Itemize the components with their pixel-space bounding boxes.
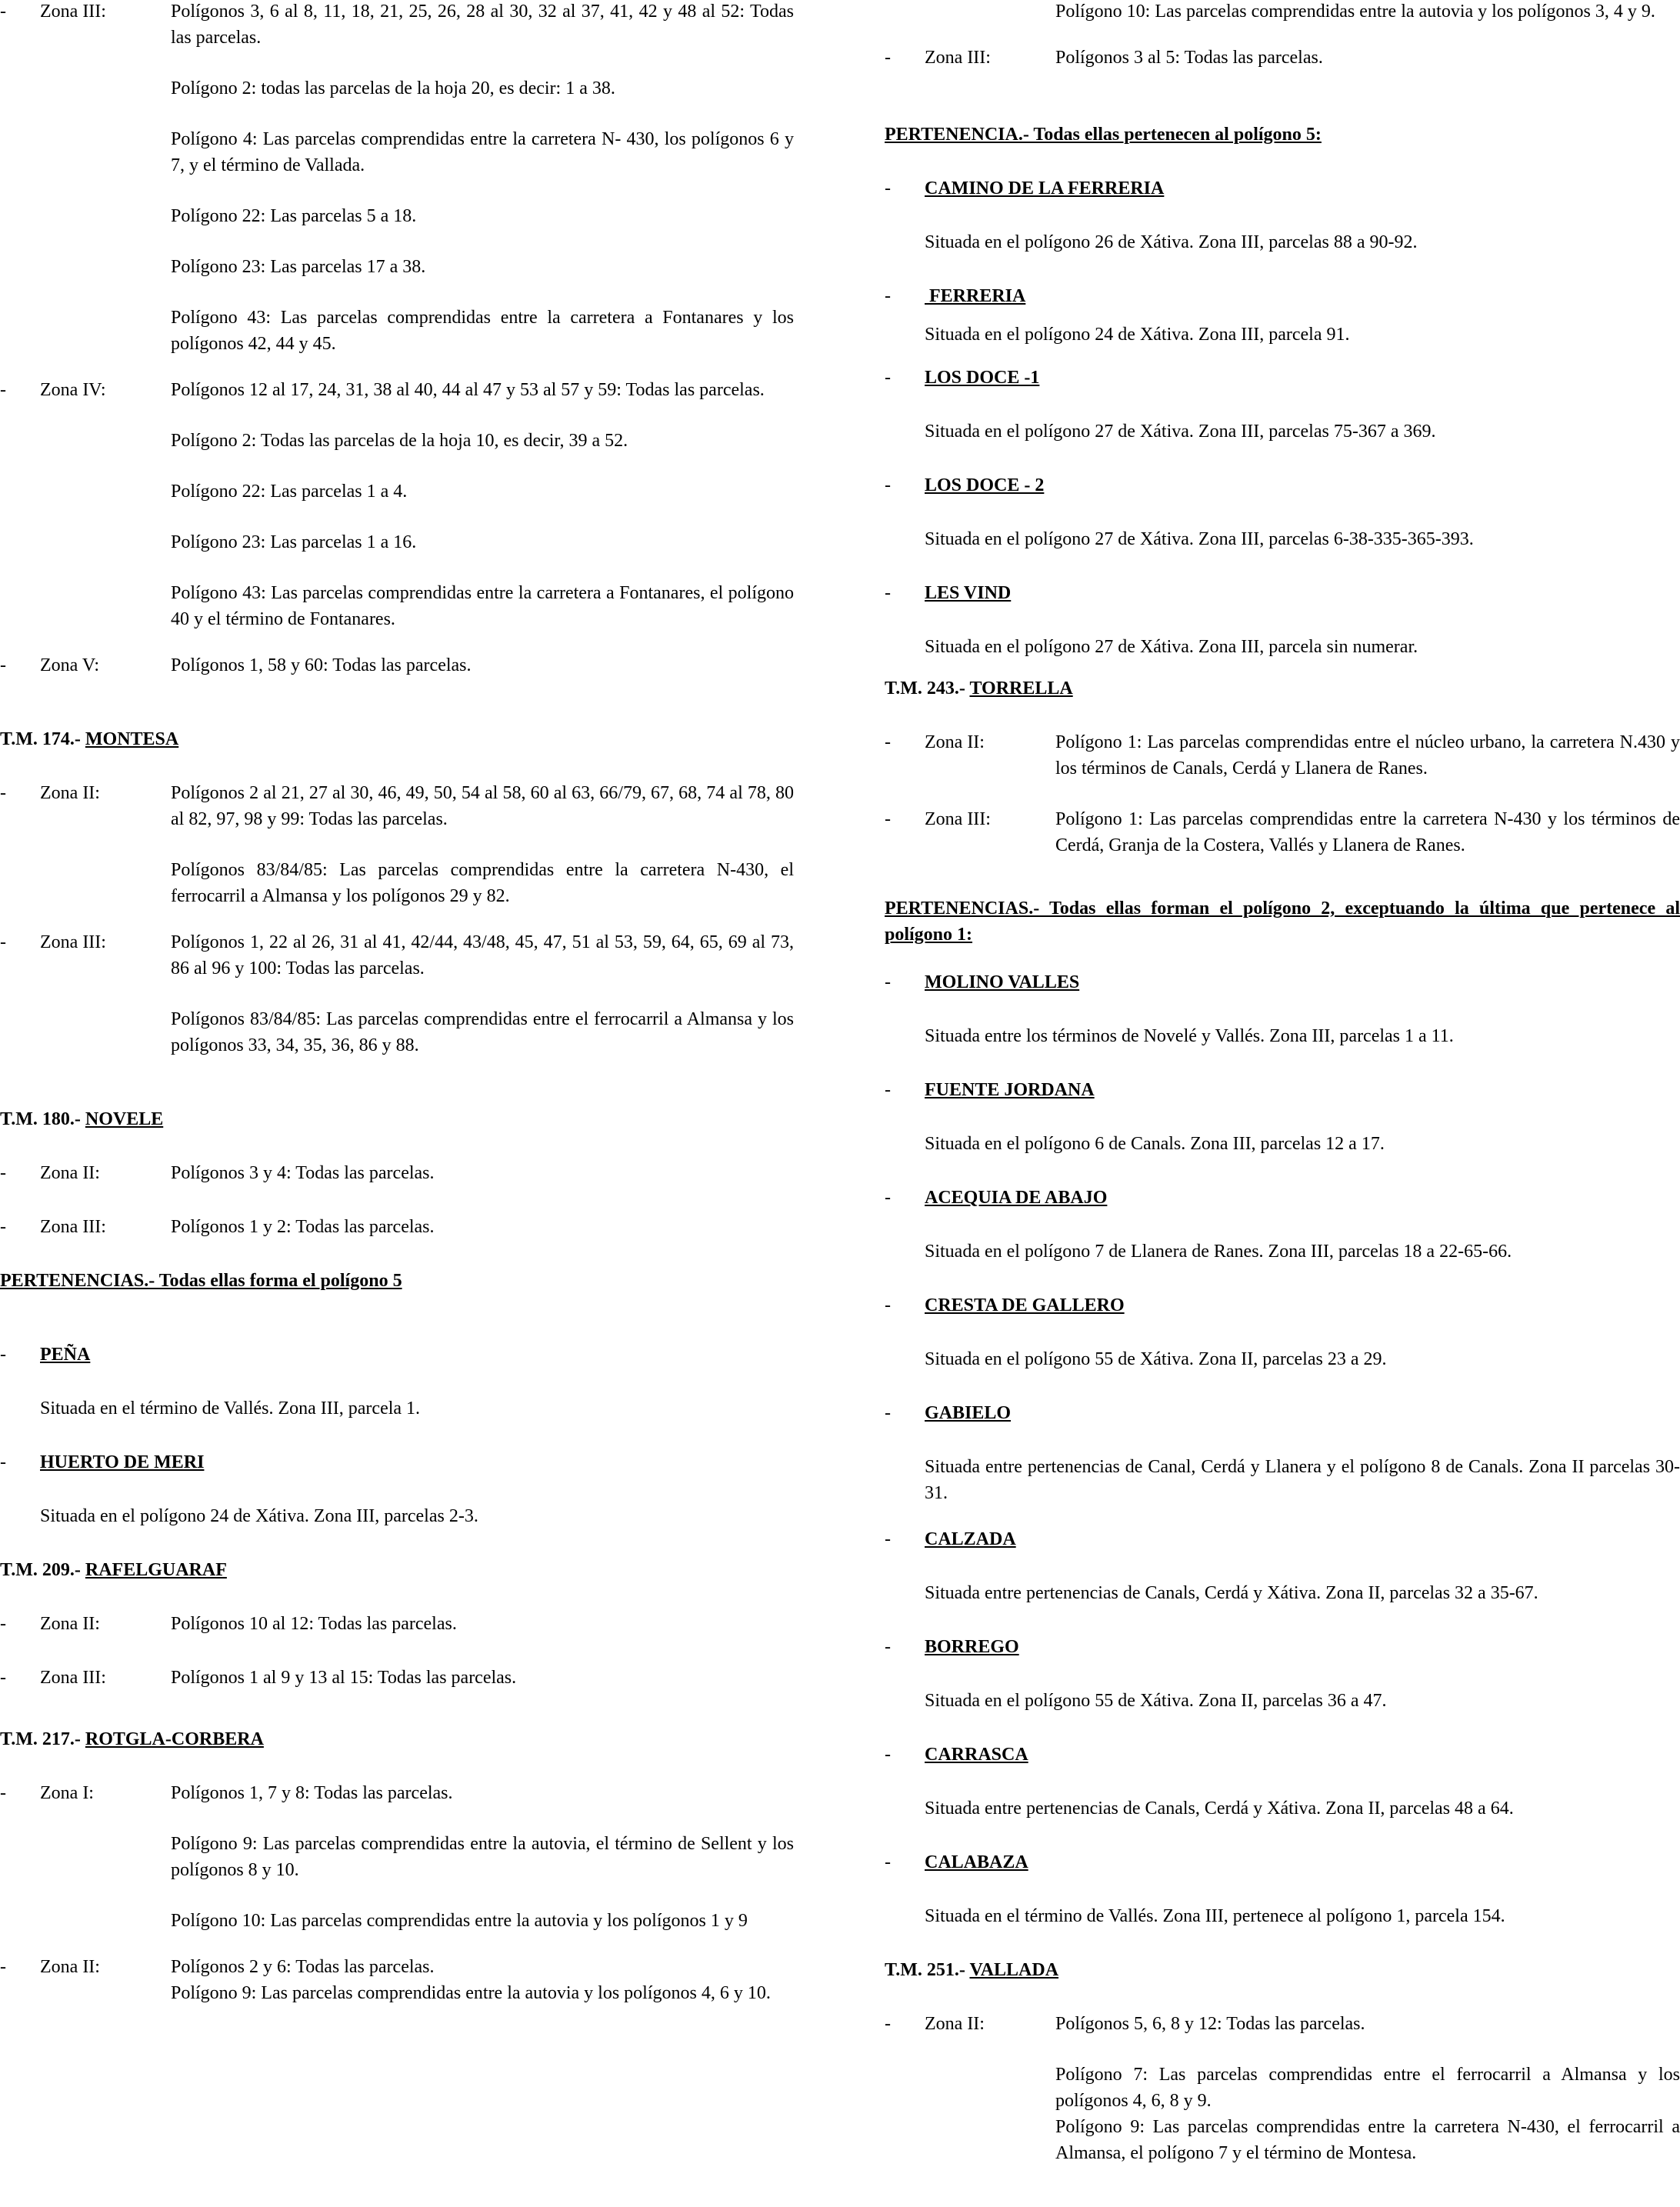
property-item xyxy=(885,365,1680,391)
property-item xyxy=(0,1342,794,1368)
municipality-heading xyxy=(885,1957,1680,1983)
zone-text: Polígonos 1, 7 y 8: Todas las parcelas. xyxy=(171,1783,453,1803)
property-name: LOS DOCE -1 xyxy=(925,368,1040,388)
parcel-paragraph: Polígono 2: todas las parcelas de la hoja 20, es decir: 1 a 38. xyxy=(171,78,615,98)
property-name: LES VIND xyxy=(925,583,1012,603)
parcel-paragraph: Polígono 23: Las parcelas 1 a 16. xyxy=(171,532,417,552)
zone-entry xyxy=(885,2011,1680,2037)
zone-entry xyxy=(0,377,794,403)
municipality-name: RAFELGUARAF xyxy=(85,1560,227,1580)
municipality-code: T.M. 217.- xyxy=(0,1729,81,1749)
property-description: Situada en el polígono 7 de Llanera de Ranes. Zona III, parcelas 18 a 22-65-66. xyxy=(925,1242,1512,1262)
property-item xyxy=(885,1292,1680,1319)
property-item xyxy=(885,283,1680,309)
parcel-paragraph: Polígono 43: Las parcelas comprendidas entre la carretera a Fontanares y los polígonos 42, 44 y 45. xyxy=(171,308,794,354)
list-dash: - xyxy=(885,1295,891,1315)
parcel-paragraph: Polígono 10: Las parcelas comprendidas entre la autovia y los polígonos 1 y 9 xyxy=(171,1911,748,1931)
zone-label: Zona II: xyxy=(925,2014,985,2034)
parcel-paragraph: Polígono 9: Las parcelas comprendidas entre la autovia y los polígonos 4, 6 y 10. xyxy=(171,1983,771,2003)
list-dash: - xyxy=(885,1637,891,1657)
zone-label: Zona III: xyxy=(925,809,991,829)
property-name: CAMINO DE LA FERRERIA xyxy=(925,178,1165,198)
municipality-name: TORRELLA xyxy=(969,678,1073,698)
pertenencias-heading: PERTENENCIAS.- Todas ellas forma el polígono 5 xyxy=(0,1271,402,1291)
property-name: LOS DOCE - 2 xyxy=(925,475,1045,495)
municipality-code: T.M. 243.- xyxy=(885,678,965,698)
parcel-paragraph: Polígono 10: Las parcelas comprendidas entre la autovia y los polígonos 3, 4 y 9. xyxy=(1055,2,1655,22)
zone-label: Zona III: xyxy=(925,48,991,68)
property-description: Situada entre los términos de Novelé y Vallés. Zona III, parcelas 1 a 11. xyxy=(925,1026,1454,1046)
list-dash: - xyxy=(0,1452,6,1472)
property-item xyxy=(885,472,1680,498)
list-dash: - xyxy=(885,1080,891,1100)
list-dash: - xyxy=(885,2014,891,2034)
zone-text: Polígonos 1, 22 al 26, 31 al 41, 42/44, 43/48, 45, 47, 51 al 53, 59, 64, 65, 69 al 73, 86 al 96 y 100: Todas las parcelas. xyxy=(171,932,794,978)
zone-text: Polígonos 2 y 6: Todas las parcelas. xyxy=(171,1957,435,1977)
list-dash: - xyxy=(885,1188,891,1208)
parcel-paragraph: Polígono 23: Las parcelas 17 a 38. xyxy=(171,257,426,277)
list-dash: - xyxy=(885,48,891,68)
parcel-paragraph: Polígono 2: Todas las parcelas de la hoja 10, es decir, 39 a 52. xyxy=(171,431,628,451)
property-item xyxy=(885,969,1680,995)
zone-label: Zona III: xyxy=(40,932,106,952)
property-name: FUENTE JORDANA xyxy=(925,1080,1095,1100)
parcel-paragraph: Polígonos 83/84/85: Las parcelas comprendidas entre la carretera N-430, el ferrocarril a Almansa y los polígonos 29 y 82. xyxy=(171,860,794,906)
list-dash: - xyxy=(885,1529,891,1549)
list-dash: - xyxy=(0,1668,6,1688)
municipality-name: NOVELE xyxy=(85,1109,164,1129)
property-description: Situada en el polígono 27 de Xátiva. Zona III, parcela sin numerar. xyxy=(925,637,1418,657)
property-item xyxy=(885,1634,1680,1660)
parcel-paragraph: Polígono 9: Las parcelas comprendidas entre la carretera N-430, el ferrocarril a Almansa, el polígono 7 y el término de Montesa. xyxy=(1055,2117,1680,2163)
property-item xyxy=(885,1526,1680,1552)
property-name: CRESTA DE GALLERO xyxy=(925,1295,1125,1315)
municipality-code: T.M. 251.- xyxy=(885,1960,965,1980)
right-column xyxy=(885,0,1680,2166)
property-item xyxy=(0,1449,794,1475)
zone-entry xyxy=(0,1160,794,1186)
pertenencias-heading: PERTENENCIA.- Todas ellas pertenecen al polígono 5: xyxy=(885,125,1322,145)
zone-entry xyxy=(0,1954,794,1980)
list-dash: - xyxy=(885,1403,891,1423)
list-dash: - xyxy=(0,783,6,803)
zone-label: Zona V: xyxy=(40,655,100,675)
municipality-code: T.M. 174.- xyxy=(0,729,81,749)
property-name: HUERTO DE MERI xyxy=(40,1452,205,1472)
municipality-heading xyxy=(0,1106,794,1132)
property-item xyxy=(885,580,1680,606)
zone-label: Zona II: xyxy=(40,1163,100,1183)
list-dash: - xyxy=(885,178,891,198)
zone-entry xyxy=(0,780,794,832)
parcel-paragraph: Polígono 43: Las parcelas comprendidas entre la carretera a Fontanares, el polígono 40 y el término de Fontanares. xyxy=(171,583,794,629)
parcel-paragraph: Polígono 7: Las parcelas comprendidas entre el ferrocarril a Almansa y los polígonos 4, 6, 8 y 9. xyxy=(1055,2065,1680,2111)
zone-entry xyxy=(885,729,1680,782)
zone-label: Zona III: xyxy=(40,1217,106,1237)
list-dash: - xyxy=(885,732,891,752)
property-description: Situada entre pertenencias de Canal, Cerdá y Llanera y el polígono 8 de Canals. Zona II parcelas 30-31. xyxy=(925,1457,1680,1503)
property-item xyxy=(885,175,1680,202)
list-dash: - xyxy=(885,1745,891,1765)
zone-label: Zona II: xyxy=(40,1614,100,1634)
property-name: GABIELO xyxy=(925,1403,1012,1423)
list-dash: - xyxy=(0,1345,6,1365)
list-dash: - xyxy=(885,368,891,388)
zone-text: Polígonos 12 al 17, 24, 31, 38 al 40, 44 al 47 y 53 al 57 y 59: Todas las parcelas. xyxy=(171,380,765,400)
municipality-name: VALLADA xyxy=(969,1960,1059,1980)
zone-entry xyxy=(885,806,1680,858)
left-column xyxy=(0,0,794,2006)
list-dash: - xyxy=(885,475,891,495)
property-description: Situada en el polígono 24 de Xátiva. Zona III, parcela 91. xyxy=(925,325,1350,345)
zone-entry xyxy=(0,0,794,51)
property-description: Situada en el polígono 26 de Xátiva. Zona III, parcelas 88 a 90-92. xyxy=(925,232,1418,252)
list-dash: - xyxy=(0,1217,6,1237)
zone-label: Zona II: xyxy=(40,1957,100,1977)
zone-text: Polígonos 1, 58 y 60: Todas las parcelas. xyxy=(171,655,472,675)
zone-entry xyxy=(0,1665,794,1691)
zone-entry xyxy=(0,1611,794,1637)
list-dash: - xyxy=(0,2,6,22)
zone-entry xyxy=(0,1214,794,1240)
property-item xyxy=(885,1849,1680,1875)
zone-text: Polígono 1: Las parcelas comprendidas entre la carretera N-430 y los términos de Cerdá, Granja de la Costera, Vallés y Llanera de Ranes. xyxy=(1055,809,1680,855)
list-dash: - xyxy=(885,286,891,306)
parcel-paragraph: Polígono 22: Las parcelas 1 a 4. xyxy=(171,482,408,502)
property-description: Situada en el polígono 55 de Xátiva. Zona II, parcelas 36 a 47. xyxy=(925,1691,1387,1711)
municipality-heading xyxy=(0,1726,794,1752)
property-item xyxy=(885,1742,1680,1768)
property-name: CARRASCA xyxy=(925,1745,1028,1765)
municipality-code: T.M. 209.- xyxy=(0,1560,81,1580)
pertenencias-heading: PERTENENCIAS.- Todas ellas forman el polígono 2, exceptuando la última que pertenece al polígono 1: xyxy=(885,898,1680,945)
parcel-paragraph: Polígono 22: Las parcelas 5 a 18. xyxy=(171,206,417,226)
property-item xyxy=(885,1400,1680,1426)
zone-label: Zona III: xyxy=(40,1668,106,1688)
zone-label: Zona II: xyxy=(925,732,985,752)
parcel-paragraph: Polígono 4: Las parcelas comprendidas entre la carretera N- 430, los polígonos 6 y 7, y el término de Vallada. xyxy=(171,129,794,175)
zone-label: Zona IV: xyxy=(40,380,106,400)
property-description: Situada entre pertenencias de Canals, Cerdá y Xátiva. Zona II, parcelas 32 a 35-67. xyxy=(925,1583,1538,1603)
zone-label: Zona II: xyxy=(40,783,100,803)
list-dash: - xyxy=(885,583,891,603)
municipality-name: MONTESA xyxy=(85,729,179,749)
zone-text: Polígonos 5, 6, 8 y 12: Todas las parcelas. xyxy=(1055,2014,1365,2034)
zone-entry xyxy=(885,45,1680,71)
zone-text: Polígonos 2 al 21, 27 al 30, 46, 49, 50, 54 al 58, 60 al 63, 66/79, 67, 68, 74 al 78, 80 al 82, 97, 98 y 99: Todas las parcelas. xyxy=(171,783,794,829)
property-name: CALABAZA xyxy=(925,1852,1028,1872)
property-item xyxy=(885,1077,1680,1103)
zone-text: Polígono 1: Las parcelas comprendidas entre el núcleo urbano, la carretera N.430 y los términos de Canals, Cerdá y Llanera de Ranes. xyxy=(1055,732,1680,778)
property-description: Situada en el polígono 27 de Xátiva. Zona III, parcelas 75-367 a 369. xyxy=(925,422,1436,442)
municipality-code: T.M. 180.- xyxy=(0,1109,81,1129)
property-description: Situada en el polígono 27 de Xátiva. Zona III, parcelas 6-38-335-365-393. xyxy=(925,529,1474,549)
property-description: Situada en el término de Vallés. Zona III, parcela 1. xyxy=(40,1399,421,1419)
municipality-heading xyxy=(0,1557,794,1583)
list-dash: - xyxy=(0,655,6,675)
zone-entry xyxy=(0,652,794,678)
zone-text: Polígonos 1 al 9 y 13 al 15: Todas las parcelas. xyxy=(171,1668,517,1688)
property-description: Situada entre pertenencias de Canals, Cerdá y Xátiva. Zona II, parcelas 48 a 64. xyxy=(925,1799,1514,1819)
property-name: MOLINO VALLES xyxy=(925,972,1080,992)
property-name: FERRERIA xyxy=(925,286,1026,306)
zone-entry xyxy=(0,929,794,982)
municipality-heading xyxy=(885,675,1680,702)
municipality-heading xyxy=(0,726,794,752)
list-dash: - xyxy=(0,380,6,400)
zone-label: Zona III: xyxy=(40,2,106,22)
list-dash: - xyxy=(885,972,891,992)
zone-text: Polígonos 10 al 12: Todas las parcelas. xyxy=(171,1614,457,1634)
parcel-paragraph: Polígono 9: Las parcelas comprendidas entre la autovia, el término de Sellent y los polígonos 8 y 10. xyxy=(171,1834,794,1880)
property-description: Situada en el polígono 24 de Xátiva. Zona III, parcelas 2-3. xyxy=(40,1506,478,1526)
property-name: ACEQUIA DE ABAJO xyxy=(925,1188,1108,1208)
list-dash: - xyxy=(885,809,891,829)
list-dash: - xyxy=(0,1614,6,1634)
property-description: Situada en el término de Vallés. Zona III, pertenece al polígono 1, parcela 154. xyxy=(925,1906,1505,1926)
list-dash: - xyxy=(0,1783,6,1803)
parcel-paragraph: Polígonos 83/84/85: Las parcelas comprendidas entre el ferrocarril a Almansa y los polígonos 33, 34, 35, 36, 86 y 88. xyxy=(171,1009,794,1055)
property-name: BORREGO xyxy=(925,1637,1019,1657)
zone-label: Zona I: xyxy=(40,1783,94,1803)
list-dash: - xyxy=(885,1852,891,1872)
zone-text: Polígonos 1 y 2: Todas las parcelas. xyxy=(171,1217,435,1237)
municipality-name: ROTGLA-CORBERA xyxy=(85,1729,264,1749)
list-dash: - xyxy=(0,932,6,952)
list-dash: - xyxy=(0,1163,6,1183)
property-name: CALZADA xyxy=(925,1529,1016,1549)
property-description: Situada en el polígono 55 de Xátiva. Zona II, parcelas 23 a 29. xyxy=(925,1349,1387,1369)
zone-entry xyxy=(0,1780,794,1806)
zone-text: Polígonos 3 y 4: Todas las parcelas. xyxy=(171,1163,435,1183)
zone-text: Polígonos 3 al 5: Todas las parcelas. xyxy=(1055,48,1323,68)
property-name: PEÑA xyxy=(40,1345,91,1365)
zone-text: Polígonos 3, 6 al 8, 11, 18, 21, 25, 26, 28 al 30, 32 al 37, 41, 42 y 48 al 52: Todas las parcelas. xyxy=(171,2,794,48)
property-description: Situada en el polígono 6 de Canals. Zona III, parcelas 12 a 17. xyxy=(925,1134,1385,1154)
list-dash: - xyxy=(0,1957,6,1977)
property-item xyxy=(885,1185,1680,1211)
